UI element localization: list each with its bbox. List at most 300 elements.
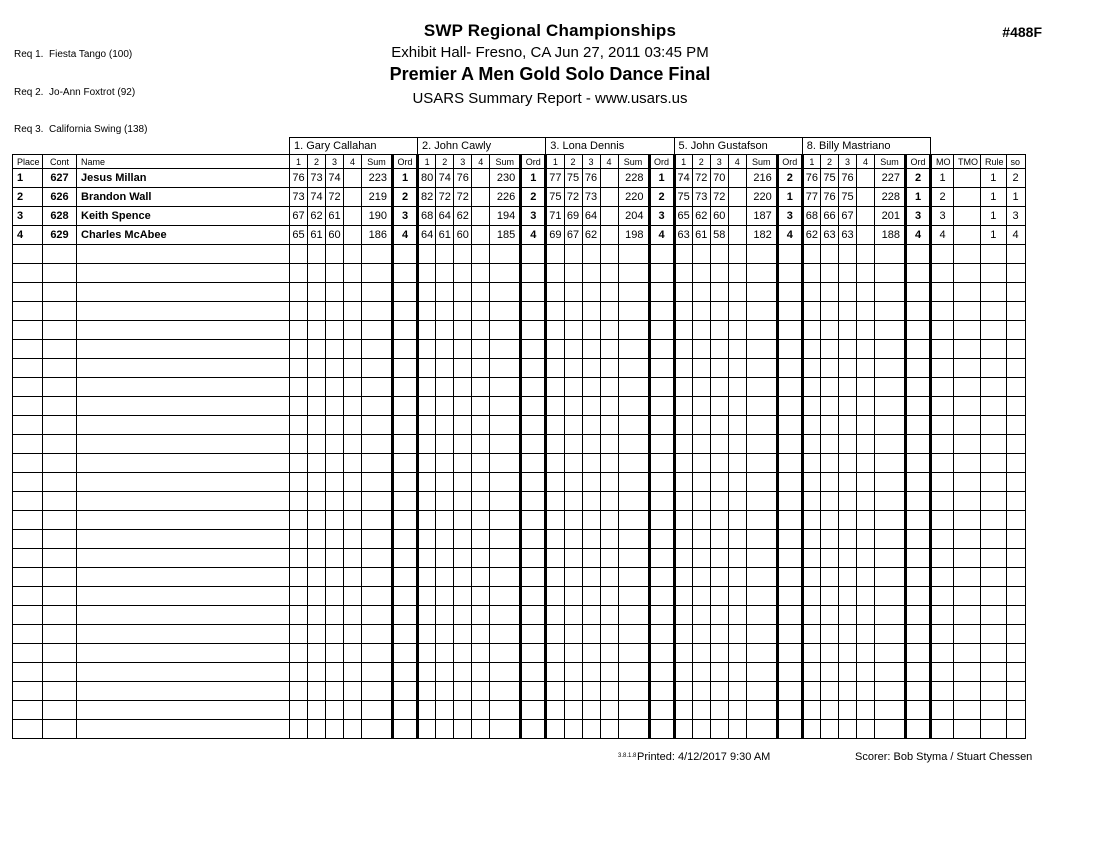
- score-cell: [344, 568, 362, 587]
- sum-cell: [362, 416, 393, 435]
- sum-cell: [362, 606, 393, 625]
- score-cell: [710, 321, 728, 340]
- ord-cell: 3: [777, 207, 802, 226]
- score-cell: [326, 682, 344, 701]
- score-cell: 75: [546, 188, 564, 207]
- ord-cell: [649, 473, 674, 492]
- score-cell: [582, 682, 600, 701]
- score-cell: [546, 644, 564, 663]
- score-cell: [821, 416, 839, 435]
- score-cell: [728, 682, 746, 701]
- name-cell: [77, 321, 290, 340]
- ord-cell: [521, 454, 546, 473]
- score-cell: [308, 701, 326, 720]
- score-cell: [600, 416, 618, 435]
- score-cell: [308, 454, 326, 473]
- score-cell: [674, 454, 692, 473]
- empty-row: [13, 625, 1026, 644]
- ord-cell: [906, 454, 931, 473]
- ord-cell: [393, 682, 418, 701]
- ord-cell: [393, 587, 418, 606]
- score-cell: [308, 720, 326, 739]
- score-cell: [564, 435, 582, 454]
- sum-cell: [362, 644, 393, 663]
- judge-subheader-cell: 2: [436, 155, 454, 169]
- sum-cell: [618, 625, 649, 644]
- score-cell: [564, 644, 582, 663]
- score-cell: [546, 245, 564, 264]
- judge-subheader-cell: 1: [674, 155, 692, 169]
- score-cell: [472, 625, 490, 644]
- sum-cell: [746, 378, 777, 397]
- score-cell: [600, 340, 618, 359]
- score-cell: [454, 644, 472, 663]
- score-cell: [436, 568, 454, 587]
- score-cell: [728, 606, 746, 625]
- score-cell: [344, 340, 362, 359]
- score-cell: [546, 359, 564, 378]
- score-cell: [454, 283, 472, 302]
- score-cell: [674, 511, 692, 530]
- score-cell: 65: [674, 207, 692, 226]
- score-cell: [728, 587, 746, 606]
- score-cell: [436, 606, 454, 625]
- ord-cell: [906, 435, 931, 454]
- score-cell: [290, 587, 308, 606]
- score-cell: [839, 568, 857, 587]
- score-cell: [674, 625, 692, 644]
- score-cell: [454, 378, 472, 397]
- cont-cell: [43, 454, 77, 473]
- mo-cell: [931, 397, 954, 416]
- sum-cell: [875, 606, 906, 625]
- ord-cell: [906, 682, 931, 701]
- score-cell: [582, 378, 600, 397]
- score-cell: [472, 606, 490, 625]
- so-cell: [1006, 397, 1025, 416]
- report-type-line: USARS Summary Report - www.usars.us: [412, 90, 688, 107]
- score-cell: [802, 245, 820, 264]
- so-cell: [1006, 378, 1025, 397]
- name-cell: Brandon Wall: [77, 188, 290, 207]
- so-cell: 2: [1006, 169, 1025, 188]
- score-cell: [728, 245, 746, 264]
- place-cell: [13, 530, 43, 549]
- score-cell: [472, 245, 490, 264]
- score-cell: [418, 663, 436, 682]
- empty-row: [13, 378, 1026, 397]
- judge-name-cell: 5. John Gustafson: [674, 138, 802, 155]
- score-cell: 61: [308, 226, 326, 245]
- score-cell: [472, 359, 490, 378]
- sum-cell: 227: [875, 169, 906, 188]
- tmo-cell: [954, 378, 981, 397]
- score-cell: [710, 663, 728, 682]
- score-cell: [326, 416, 344, 435]
- score-cell: [546, 416, 564, 435]
- score-cell: [308, 530, 326, 549]
- mo-cell: [931, 416, 954, 435]
- ord-cell: [777, 644, 802, 663]
- score-cell: [692, 340, 710, 359]
- sum-cell: 219: [362, 188, 393, 207]
- score-cell: [564, 492, 582, 511]
- score-cell: [674, 416, 692, 435]
- score-cell: [802, 397, 820, 416]
- ord-cell: [777, 378, 802, 397]
- score-cell: [436, 264, 454, 283]
- ord-cell: 1: [649, 169, 674, 188]
- place-cell: [13, 644, 43, 663]
- score-cell: [454, 530, 472, 549]
- sum-cell: [490, 663, 521, 682]
- sum-cell: [618, 302, 649, 321]
- judge-name-cell: 3. Lona Dennis: [546, 138, 674, 155]
- cont-cell: [43, 568, 77, 587]
- ord-cell: [649, 302, 674, 321]
- cont-cell: [43, 416, 77, 435]
- sum-cell: [618, 549, 649, 568]
- so-cell: 4: [1006, 226, 1025, 245]
- empty-row: [13, 530, 1026, 549]
- score-cell: [692, 473, 710, 492]
- score-cell: [546, 663, 564, 682]
- ord-cell: [393, 321, 418, 340]
- score-cell: [821, 625, 839, 644]
- ord-cell: [649, 264, 674, 283]
- sum-cell: [362, 264, 393, 283]
- ord-cell: [393, 530, 418, 549]
- ord-cell: 4: [906, 226, 931, 245]
- sum-cell: [746, 530, 777, 549]
- score-cell: [344, 359, 362, 378]
- score-cell: [821, 359, 839, 378]
- ord-cell: [649, 606, 674, 625]
- ord-cell: [906, 663, 931, 682]
- score-cell: [600, 283, 618, 302]
- so-cell: [1006, 435, 1025, 454]
- ord-cell: [393, 568, 418, 587]
- score-cell: 64: [582, 207, 600, 226]
- score-cell: [326, 454, 344, 473]
- score-cell: [290, 625, 308, 644]
- report-title: SWP Regional Championships: [423, 21, 677, 40]
- so-cell: [1006, 549, 1025, 568]
- sum-cell: [362, 720, 393, 739]
- score-cell: [857, 378, 875, 397]
- ord-cell: [906, 283, 931, 302]
- score-cell: [600, 378, 618, 397]
- sum-cell: [490, 587, 521, 606]
- score-cell: 62: [692, 207, 710, 226]
- sum-cell: [618, 283, 649, 302]
- score-cell: [290, 378, 308, 397]
- ord-cell: [649, 378, 674, 397]
- score-cell: [308, 378, 326, 397]
- ord-cell: [906, 625, 931, 644]
- empty-row: [13, 416, 1026, 435]
- score-cell: [674, 568, 692, 587]
- ord-cell: [649, 511, 674, 530]
- empty-row: [13, 359, 1026, 378]
- score-cell: [710, 454, 728, 473]
- score-cell: [839, 682, 857, 701]
- score-cell: [344, 473, 362, 492]
- ord-cell: [521, 492, 546, 511]
- cont-cell: [43, 245, 77, 264]
- score-cell: [308, 283, 326, 302]
- sum-cell: 187: [746, 207, 777, 226]
- score-cell: [418, 454, 436, 473]
- ord-cell: 2: [393, 188, 418, 207]
- score-cell: [290, 416, 308, 435]
- score-cell: 71: [546, 207, 564, 226]
- score-cell: [564, 454, 582, 473]
- score-cell: [674, 682, 692, 701]
- score-cell: [436, 549, 454, 568]
- score-cell: [472, 530, 490, 549]
- score-cell: [344, 226, 362, 245]
- sum-cell: [362, 283, 393, 302]
- score-cell: [436, 492, 454, 511]
- tmo-cell: [954, 359, 981, 378]
- sum-cell: [875, 473, 906, 492]
- empty-row: [13, 397, 1026, 416]
- score-cell: [710, 397, 728, 416]
- place-cell: [13, 720, 43, 739]
- ord-cell: [521, 321, 546, 340]
- sum-cell: 226: [490, 188, 521, 207]
- score-cell: [839, 245, 857, 264]
- score-cell: [710, 283, 728, 302]
- score-cell: [839, 492, 857, 511]
- score-cell: 69: [546, 226, 564, 245]
- score-cell: [821, 511, 839, 530]
- tmo-cell: [954, 302, 981, 321]
- place-cell: [13, 359, 43, 378]
- heat-number: #488F: [1002, 24, 1042, 40]
- score-cell: [582, 416, 600, 435]
- judge-subheader-cell: 3: [710, 155, 728, 169]
- tmo-cell: [954, 188, 981, 207]
- cont-cell: 626: [43, 188, 77, 207]
- score-cell: [692, 454, 710, 473]
- so-cell: [1006, 321, 1025, 340]
- score-cell: [857, 283, 875, 302]
- ord-cell: [777, 302, 802, 321]
- mo-cell: [931, 549, 954, 568]
- ord-cell: [649, 682, 674, 701]
- score-cell: [564, 473, 582, 492]
- name-cell: [77, 283, 290, 302]
- score-cell: [436, 663, 454, 682]
- so-cell: [1006, 340, 1025, 359]
- score-cell: [454, 720, 472, 739]
- score-cell: [564, 587, 582, 606]
- sum-cell: [362, 701, 393, 720]
- score-cell: [546, 492, 564, 511]
- score-cell: [436, 530, 454, 549]
- score-cell: [582, 340, 600, 359]
- score-cell: [728, 226, 746, 245]
- score-cell: [546, 378, 564, 397]
- score-cell: 74: [436, 169, 454, 188]
- score-cell: [546, 340, 564, 359]
- score-cell: 63: [821, 226, 839, 245]
- tmo-cell: [954, 701, 981, 720]
- score-cell: [692, 435, 710, 454]
- score-cell: [582, 321, 600, 340]
- sum-cell: [746, 587, 777, 606]
- rule-cell: 1: [981, 169, 1007, 188]
- sum-cell: 230: [490, 169, 521, 188]
- score-cell: [857, 207, 875, 226]
- ord-cell: [393, 378, 418, 397]
- sum-cell: [618, 606, 649, 625]
- sum-cell: [875, 435, 906, 454]
- score-cell: [454, 587, 472, 606]
- score-cell: [344, 188, 362, 207]
- score-cell: [326, 321, 344, 340]
- ord-cell: 2: [777, 169, 802, 188]
- place-cell: [13, 511, 43, 530]
- score-cell: [692, 359, 710, 378]
- sum-cell: [618, 530, 649, 549]
- empty-row: [13, 587, 1026, 606]
- score-cell: [728, 359, 746, 378]
- sum-cell: 182: [746, 226, 777, 245]
- tmo-cell: [954, 340, 981, 359]
- sum-cell: [618, 568, 649, 587]
- score-cell: [344, 492, 362, 511]
- name-cell: [77, 682, 290, 701]
- sum-cell: [746, 264, 777, 283]
- score-cell: [564, 682, 582, 701]
- score-cell: [802, 701, 820, 720]
- sum-cell: 204: [618, 207, 649, 226]
- column-header-row: [13, 155, 1026, 169]
- sum-cell: [746, 682, 777, 701]
- score-cell: [710, 644, 728, 663]
- venue-date-line: Exhibit Hall- Fresno, CA Jun 27, 2011 03:45 PM: [391, 44, 709, 61]
- score-cell: [344, 720, 362, 739]
- ord-cell: [649, 587, 674, 606]
- sum-cell: [618, 644, 649, 663]
- score-cell: [326, 549, 344, 568]
- score-cell: [290, 283, 308, 302]
- ord-cell: [649, 549, 674, 568]
- mo-cell: [931, 644, 954, 663]
- score-cell: [418, 321, 436, 340]
- score-cell: [728, 378, 746, 397]
- judge-subheader-cell: 4: [344, 155, 362, 169]
- place-cell: [13, 264, 43, 283]
- score-cell: [600, 321, 618, 340]
- tmo-cell: [954, 169, 981, 188]
- name-header: Name: [77, 155, 290, 169]
- sum-cell: [362, 568, 393, 587]
- ord-cell: [521, 359, 546, 378]
- ord-cell: 3: [521, 207, 546, 226]
- score-cell: [839, 549, 857, 568]
- score-cell: [418, 511, 436, 530]
- sum-cell: 223: [362, 169, 393, 188]
- sum-cell: [746, 321, 777, 340]
- score-cell: [674, 359, 692, 378]
- name-cell: [77, 378, 290, 397]
- mo-cell: [931, 720, 954, 739]
- rule-cell: 1: [981, 207, 1007, 226]
- score-cell: [857, 226, 875, 245]
- ord-cell: [521, 302, 546, 321]
- ord-cell: [777, 359, 802, 378]
- sum-cell: [746, 435, 777, 454]
- judge-subheader-cell: Ord: [393, 155, 418, 169]
- tmo-cell: [954, 663, 981, 682]
- sum-cell: [362, 473, 393, 492]
- score-cell: [418, 264, 436, 283]
- score-cell: [344, 587, 362, 606]
- score-cell: [710, 378, 728, 397]
- sum-cell: 228: [618, 169, 649, 188]
- rule-cell: 1: [981, 188, 1007, 207]
- table-row: [13, 188, 1026, 207]
- empty-row: [13, 606, 1026, 625]
- score-cell: 75: [564, 169, 582, 188]
- score-cell: [418, 340, 436, 359]
- sum-cell: [746, 397, 777, 416]
- score-cell: [821, 302, 839, 321]
- score-cell: [472, 663, 490, 682]
- sum-cell: 220: [746, 188, 777, 207]
- score-cell: [418, 549, 436, 568]
- ord-cell: 1: [393, 169, 418, 188]
- score-cell: [546, 511, 564, 530]
- score-cell: [454, 549, 472, 568]
- ord-cell: [521, 245, 546, 264]
- name-cell: [77, 587, 290, 606]
- event-title: Premier A Men Gold Solo Dance Final: [389, 64, 711, 84]
- score-cell: [857, 473, 875, 492]
- ord-cell: [649, 397, 674, 416]
- sum-cell: [362, 663, 393, 682]
- score-cell: [692, 625, 710, 644]
- so-cell: [1006, 663, 1025, 682]
- sum-cell: [875, 625, 906, 644]
- score-cell: [728, 264, 746, 283]
- score-cell: [290, 682, 308, 701]
- score-cell: 75: [839, 188, 857, 207]
- ord-cell: [393, 511, 418, 530]
- sum-cell: [746, 511, 777, 530]
- score-cell: [308, 435, 326, 454]
- score-cell: [839, 397, 857, 416]
- cont-cell: [43, 302, 77, 321]
- score-cell: [290, 473, 308, 492]
- score-cell: [418, 245, 436, 264]
- sum-cell: [618, 701, 649, 720]
- score-cell: [821, 701, 839, 720]
- printed-text: Printed: 4/12/2017 9:30 AM: [637, 751, 771, 763]
- score-cell: [472, 207, 490, 226]
- score-cell: [692, 416, 710, 435]
- ord-cell: [649, 245, 674, 264]
- ord-cell: [393, 606, 418, 625]
- ord-cell: [649, 625, 674, 644]
- judge-subheader-cell: 1: [290, 155, 308, 169]
- score-cell: [454, 454, 472, 473]
- score-cell: [692, 302, 710, 321]
